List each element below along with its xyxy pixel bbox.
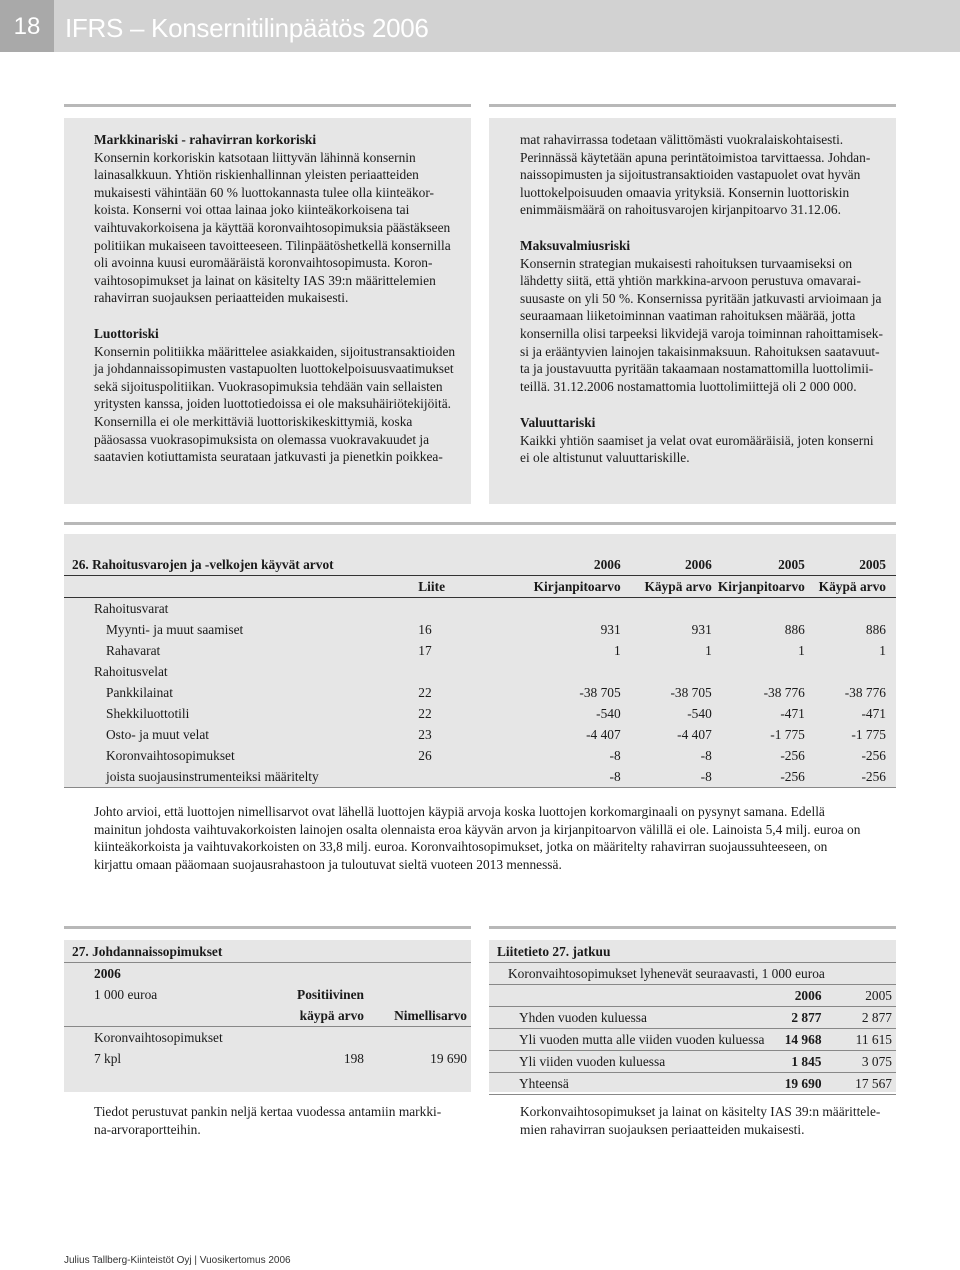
column-header: Kirjanpitoarvo: [489, 576, 621, 598]
section-heading: Valuuttariski: [520, 415, 596, 430]
row-value: [712, 598, 805, 620]
deriv-year: 2006: [94, 965, 121, 981]
text-line: Kaikki yhtiön saamiset ja velat ovat euromääräisiä, joten konserni: [520, 432, 874, 448]
row-value: -256: [805, 766, 896, 788]
row-value: 2 877: [785, 1007, 822, 1029]
deriv-nominal: 19 690: [430, 1050, 467, 1066]
text-line: mat rahavirrassa todetaan välittömästi vuokralaiskohtaisesti.: [520, 132, 844, 147]
row-label: Shekkiluottotili: [106, 705, 190, 721]
row-value: 11 615: [822, 1029, 896, 1051]
row-label: Yhteensä: [489, 1073, 785, 1095]
row-value: -540: [687, 705, 712, 721]
table-row: [64, 619, 896, 640]
row-label: Yhden vuoden kuluessa: [489, 1007, 785, 1029]
text-line: seuraamaan liiketoiminnan vaatiman rahoituksen määrää, jotta: [520, 308, 856, 324]
row-label: Osto- ja muut velat: [106, 726, 210, 742]
text-line: Perinnässä käytetään apuna perintätoimistoa tarvittaessa. Johdan-: [520, 149, 871, 165]
year-header: 2006: [621, 554, 712, 576]
deriv-col-header: Positiivinen: [297, 986, 364, 1002]
page-number: 18: [0, 0, 54, 52]
page-header: [0, 0, 960, 52]
row-value: -8: [700, 747, 712, 763]
footnote-line: Korkonvaihtosopimukset ja lainat on käsitelty IAS 39:n määrittele-: [520, 1104, 881, 1119]
row-value: -1 775: [770, 726, 805, 742]
row-value: -256: [861, 747, 886, 763]
column-header: Käypä arvo: [621, 576, 712, 598]
maturity-subtitle: Koronvaihtosopimukset lyhenevät seuraavasti, 1 000 euroa: [489, 963, 896, 985]
row-value: -8: [489, 766, 621, 788]
table-row: [64, 724, 896, 745]
text-line: ja johdannaissopimusten vastapuolten luottokelpoisuusvaatimukset: [94, 361, 454, 377]
page-footer: Julius Tallberg-Kiinteistöt Oyj | Vuosikertomus 2006: [64, 1255, 291, 1266]
row-value: -8: [609, 747, 621, 763]
row-value: 2 877: [822, 1007, 896, 1029]
row-value: -4 407: [677, 726, 712, 742]
row-note: [418, 661, 489, 682]
text-line: konsernilla olisi tarpeeksi likvidejä varoja toiminnan rahoittamisek-: [520, 325, 883, 341]
row-value: [489, 598, 621, 620]
row-note: 22: [418, 684, 432, 700]
row-value: -540: [596, 705, 621, 721]
text-line: sekä sijoituspolitiikan. Vuokrasopimuksia tehdään vain sellaisten: [94, 378, 443, 394]
row-label: Myynti- ja muut saamiset: [106, 621, 244, 637]
text-line: pääosassa vuokrasopimuksista on olemassa vuokravakuudet ja: [94, 431, 430, 447]
section-heading: Maksuvalmiusriski: [520, 238, 631, 253]
footnote-line: Tiedot perustuvat pankin neljä kertaa vuodessa antamiin markki-: [94, 1104, 442, 1119]
row-value: 931: [691, 621, 712, 637]
row-value: -38 776: [763, 684, 805, 700]
table-row: [64, 766, 896, 788]
row-value: 1: [798, 642, 805, 658]
table-row: [489, 1051, 896, 1073]
note-line: kirjattu omaan pääomaan suojausrahastoon ja tuloutuvat sieltä vuoteen 2013 mennessä.: [94, 856, 562, 872]
row-value: [712, 661, 805, 682]
note-line: kiinteäkorkoista ja vaihtuvakorkoisten on 33,8 milj. euroa. Koronvaihtosopimukset, jotka on määritelty rahavirran suojaussuhteeseen, on: [94, 839, 828, 855]
row-note: [418, 598, 489, 620]
text-line: Konsernin strategian mukaisesti rahoituksen turvaamiseksi on: [520, 255, 853, 271]
row-value: -38 776: [844, 684, 886, 700]
text-line: Konsernin korkoriskin katsotaan liittyvän lähinnä konsernin: [94, 149, 416, 165]
row-value: 1: [879, 642, 886, 658]
text-line: naissopimusten ja sijoitustransaktioiden vastapuolet ovat hyvän: [520, 167, 861, 183]
credit-risk-continued: [520, 131, 870, 219]
row-value: 886: [865, 621, 886, 637]
row-note: [418, 766, 489, 788]
row-value: 19 690: [785, 1073, 822, 1095]
row-value: 17 567: [822, 1073, 896, 1095]
divider: [64, 522, 896, 525]
note-line: Johto arvioi, että luottojen nimellisarvot ovat lähellä luottojen käypiä arvoja koska luottojen korkomarginaali on pysynyt samana. Edellä: [94, 804, 825, 819]
row-value: 1: [613, 642, 621, 658]
deriv-row-count: 7 kpl: [94, 1050, 122, 1066]
row-label: Pankkilainat: [106, 684, 173, 700]
derivatives-table: [64, 941, 471, 1069]
maturity-year: 2006: [785, 985, 822, 1007]
row-value: -38 705: [579, 684, 621, 700]
table-row: [64, 598, 896, 620]
divider: [489, 926, 896, 929]
divider: [64, 104, 471, 107]
deriv-footnote: [94, 1103, 441, 1138]
text-line: teillä. 31.12.2006 nostamattomia luottolimiittejä oli 2 000 000.: [520, 378, 857, 394]
row-value: -4 407: [586, 726, 621, 742]
text-line: luottokelpoisuuden omaavia yrityksiä. Konsernin luottoriskin: [520, 184, 850, 200]
year-header: 2006: [489, 554, 621, 576]
row-value: -38 705: [670, 684, 712, 700]
deriv-fair-value: 198: [343, 1050, 364, 1066]
liquidity-risk-section: [520, 237, 883, 395]
divider: [64, 926, 471, 929]
table-row: [489, 1029, 896, 1051]
year-header: 2005: [712, 554, 805, 576]
row-value: 3 075: [822, 1051, 896, 1073]
deriv-col-header: käypä arvo: [244, 1005, 364, 1027]
table-row: [64, 703, 896, 724]
row-label: Rahavarat: [106, 642, 161, 658]
row-value: -256: [780, 747, 805, 763]
footnote-line: na-arvoraportteihin.: [94, 1121, 201, 1137]
text-line: Konsernin politiikka määrittelee asiakkaiden, sijoitustransaktioiden: [94, 343, 456, 359]
text-line: lainasalkkuun. Yhtiön riskienhallinnan yleisten periaatteiden: [94, 167, 419, 183]
row-value: 1 845: [785, 1051, 822, 1073]
row-label: Yli viiden vuoden kuluessa: [489, 1051, 785, 1073]
text-line: oli avoinna kuusi euromääräistä koronvaihtosopimusta. Koron-: [94, 255, 433, 271]
deriv-table-title: 27. Johdannaissopimukset: [64, 941, 471, 963]
row-value: [621, 661, 712, 682]
deriv-col-header: Nimellisarvo: [364, 1005, 471, 1027]
column-header: Kirjanpitoarvo: [712, 576, 805, 598]
text-line: enimmäismäärä on rahoitusvarojen kirjanpitoarvo 31.12.06.: [520, 202, 841, 218]
row-value: -1 775: [851, 726, 886, 742]
fin-table-title: 26. Rahoitusvarojen ja -velkojen käyvät arvot: [64, 554, 489, 576]
deriv-unit: 1 000 euroa: [94, 986, 158, 1002]
row-value: 1: [705, 642, 712, 658]
deriv-row-label: Koronvaihtosopimukset: [94, 1029, 223, 1045]
fair-value-table: [64, 554, 896, 788]
table-row: [64, 745, 896, 766]
section-heading: Luottoriski: [94, 326, 159, 341]
text-line: rahavirran suojauksen periaatteiden mukaisesti.: [94, 290, 349, 306]
row-value: 886: [784, 621, 805, 637]
maturity-footnote: [520, 1103, 880, 1138]
year-header: 2005: [805, 554, 896, 576]
row-value: [489, 661, 621, 682]
text-line: koista. Konserni voi ottaa lainaa joko kiinteäkorkoisena tai: [94, 202, 410, 218]
row-value: 931: [600, 621, 621, 637]
interest-risk-section: [94, 131, 451, 307]
fair-value-notes: [94, 803, 860, 873]
divider: [489, 104, 896, 107]
row-label: Yli vuoden mutta alle viiden vuoden kuluessa: [489, 1029, 785, 1051]
text-line: si ja erääntyvien lainojen takaisinmaksuun. Rahoituksen saatavuut-: [520, 343, 880, 359]
note-line: mainitun johdosta vaihtuvakorkoisten lainojen osalta olennaista eroa käyvän arvon ja kirjanpitoarvon välillä ei ole. Lainoista 5,4 milj. euroa on: [94, 821, 861, 837]
text-line: vaihtosopimukset ja lainat on käsitelty IAS 39:n määrittelemien: [94, 272, 436, 288]
row-note: 26: [418, 747, 432, 763]
section-heading: Markkinariski - rahavirran korkoriski: [94, 132, 317, 147]
page-title: IFRS – Konsernitilinpäätös 2006: [65, 13, 429, 43]
text-line: Konsernilla ei ole merkittäviä luottoriskikeskittymiä, koska: [94, 413, 413, 429]
maturity-title: Liitetieto 27. jatkuu: [489, 941, 896, 963]
table-row: [64, 682, 896, 703]
row-note: 23: [418, 726, 432, 742]
text-line: mukaisesti vähintään 60 % luottokannasta tulee olla kiinteäkor-: [94, 184, 434, 200]
row-value: -471: [861, 705, 886, 721]
table-row: [64, 640, 896, 661]
row-value: 14 968: [785, 1029, 822, 1051]
text-line: yritysten kanssa, joiden luottotiedoissa ei ole maksuhäiriötekijöitä.: [94, 396, 452, 412]
column-header: Käypä arvo: [805, 576, 896, 598]
text-line: vaihtuvakorkoisena ja käyttää koronvaihtosopimuksia päästäkseen: [94, 219, 451, 235]
table-row: [64, 661, 896, 682]
row-note: 17: [418, 642, 432, 658]
table-row: [489, 1073, 896, 1095]
text-line: saatavien kotiuttamista seurataan jatkuvasti ja pienetkin poikkea-: [94, 449, 443, 465]
column-header: Liite: [418, 576, 489, 598]
credit-risk-section: [94, 325, 455, 466]
row-label: Koronvaihtosopimukset: [106, 747, 235, 763]
row-value: -256: [712, 766, 805, 788]
footnote-line: mien rahavirran suojauksen periaatteiden mukaisesti.: [520, 1121, 805, 1137]
text-line: suusaste on yli 50 %. Konsernissa pyritään jatkuvasti arvioimaan ja: [520, 290, 882, 306]
row-note: 16: [418, 621, 432, 637]
text-line: politiikan mukaiseen tavoitteeseen. Tilinpäätöshetkellä konsernilla: [94, 237, 451, 253]
maturity-year: 2005: [822, 985, 896, 1007]
row-value: -471: [780, 705, 805, 721]
row-label: Rahoitusvarat: [94, 600, 169, 616]
row-note: 22: [418, 705, 432, 721]
row-label: joista suojausinstrumenteiksi määritelty: [64, 766, 418, 788]
text-line: lähdetty siitä, että yhtiön markkina-arvoon perustuva omavarai-: [520, 273, 861, 289]
table-row: [489, 1007, 896, 1029]
row-value: -8: [621, 766, 712, 788]
row-value: [805, 598, 896, 620]
row-value: [805, 661, 896, 682]
maturity-table: [489, 941, 896, 1095]
currency-risk-section: [520, 414, 874, 467]
row-value: [621, 598, 712, 620]
text-line: ta ja joustavuutta pyritään takaamaan nostamattomilla luottolimii-: [520, 361, 874, 377]
row-label: Rahoitusvelat: [94, 663, 168, 679]
text-line: ei ole altistunut valuuttariskille.: [520, 450, 690, 466]
